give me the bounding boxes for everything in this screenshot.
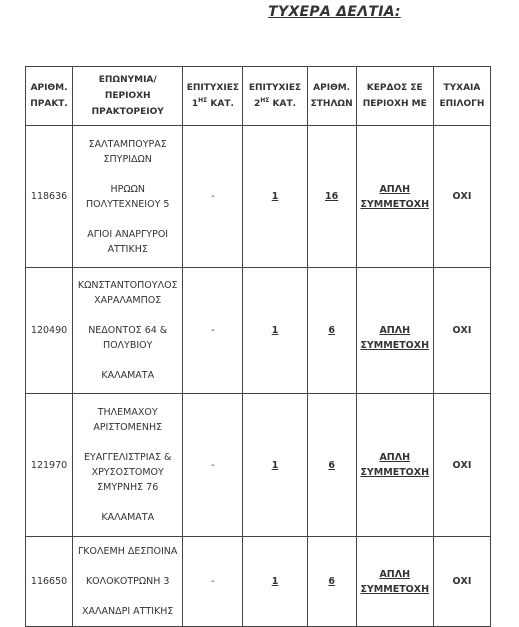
agency-details: ΓΚΟΛΕΜΗ ΔΕΣΠΟΙΝΑ ΚΟΛΟΚΟΤΡΩΝΗ 3 ΧΑΛΑΝΔΡΙ ΑΤΤΙΚΗΣ	[73, 537, 183, 627]
table-header-row	[26, 67, 491, 126]
header-gain: ΚΕΡΔΟΣ ΣΕ ΠΕΡΙΟΧΗ ΜΕ	[356, 67, 433, 126]
lucky-pick-value: ΟΧΙ	[433, 394, 490, 537]
gain-link[interactable]: ΑΠΛΗ ΣΥΜΜΕΤΟΧΗ	[356, 537, 433, 627]
first-category-wins: -	[183, 126, 243, 268]
gain-link[interactable]: ΑΠΛΗ ΣΥΜΜΕΤΟΧΗ	[356, 394, 433, 537]
table-row	[26, 537, 491, 627]
header-first-category: ΕΠΙΤΥΧΙΕΣ $1^{H\Sigma}$ ΚΑΤ.	[183, 67, 243, 126]
second-category-wins[interactable]: 1	[243, 268, 307, 394]
agency-code: 118636	[26, 126, 73, 268]
table-row	[26, 394, 491, 537]
lucky-pick-value: ΟΧΙ	[433, 268, 490, 394]
agency-code: 116650	[26, 537, 73, 627]
header-agency-code: ΑΡΙΘΜ. ΠΡΑΚΤ.	[26, 67, 73, 126]
gain-link[interactable]: ΑΠΛΗ ΣΥΜΜΕΤΟΧΗ	[356, 126, 433, 268]
header-agency-name: ΕΠΩΝΥΜΙΑ/ ΠΕΡΙΟΧΗ ΠΡΑΚΤΟΡΕΙΟΥ	[73, 67, 183, 126]
second-category-wins[interactable]: 1	[243, 537, 307, 627]
columns-count[interactable]: 16	[307, 126, 356, 268]
columns-count[interactable]: 6	[307, 268, 356, 394]
agency-code: 121970	[26, 394, 73, 537]
header-second-category: ΕΠΙΤΥΧΙΕΣ $2^{H\Sigma}$ ΚΑΤ.	[243, 67, 307, 126]
columns-count[interactable]: 6	[307, 537, 356, 627]
lucky-pick-value: ΟΧΙ	[433, 126, 490, 268]
page-title: ΤΥΧΕΡΑ ΔΕΛΤΙΑ:	[268, 4, 401, 20]
agency-details: ΤΗΛΕΜΑΧΟΥ ΑΡΙΣΤΟΜΕΝΗΣ ΕΥΑΓΓΕΛΙΣΤΡΙΑΣ & ΧΡΥΣΟΣΤΟΜΟΥ ΣΜΥΡΝΗΣ 76 ΚΑΛΑΜΑΤΑ	[73, 394, 183, 537]
second-category-wins[interactable]: 1	[243, 394, 307, 537]
table-row	[26, 126, 491, 268]
second-category-wins[interactable]: 1	[243, 126, 307, 268]
columns-count[interactable]: 6	[307, 394, 356, 537]
agency-code: 120490	[26, 268, 73, 394]
first-category-wins: -	[183, 394, 243, 537]
winning-tickets-table	[25, 66, 491, 627]
header-lucky-pick: ΤΥΧΑΙΑ ΕΠΙΛΟΓΗ	[433, 67, 490, 126]
first-category-wins: -	[183, 537, 243, 627]
agency-details: ΣΑΛΤΑΜΠΟΥΡΑΣ ΣΠΥΡΙΔΩΝ ΗΡΩΩΝ ΠΟΛΥΤΕΧΝΕΙΟΥ 5 ΑΓΙΟΙ ΑΝΑΡΓΥΡΟΙ ΑΤΤΙΚΗΣ	[73, 126, 183, 268]
gain-link[interactable]: ΑΠΛΗ ΣΥΜΜΕΤΟΧΗ	[356, 268, 433, 394]
table-row	[26, 268, 491, 394]
agency-details: ΚΩΝΣΤΑΝΤΟΠΟΥΛΟΣ ΧΑΡΑΛΑΜΠΟΣ ΝΕΔΟΝΤΟΣ 64 & ΠΟΛΥΒΙΟΥ ΚΑΛΑΜΑΤΑ	[73, 268, 183, 394]
lucky-pick-value: ΟΧΙ	[433, 537, 490, 627]
first-category-wins: -	[183, 268, 243, 394]
header-columns: ΑΡΙΘΜ. ΣΤΗΛΩΝ	[307, 67, 356, 126]
